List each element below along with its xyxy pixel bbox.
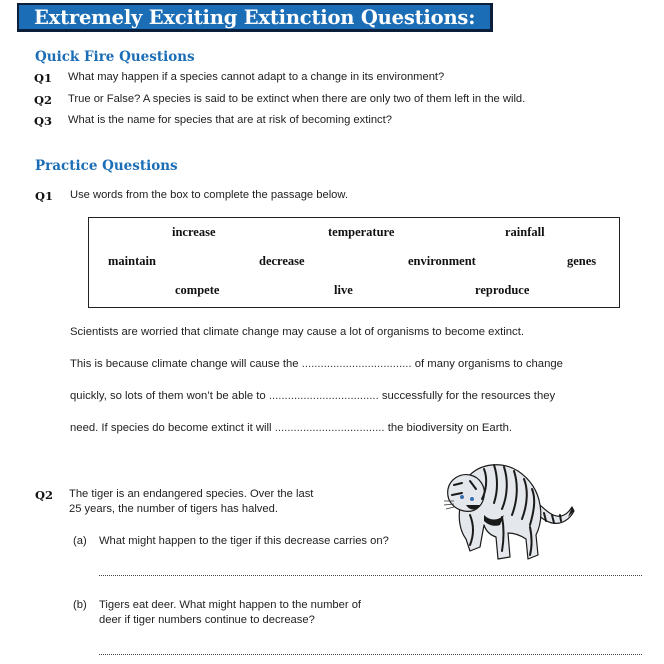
passage-line-3 xyxy=(70,390,555,402)
quick-fire-heading: Quick Fire Questions xyxy=(35,49,195,65)
quick-fire-q1-number: Q1 xyxy=(34,71,53,85)
quick-fire-q3-text: What is the name for species that are at risk of becoming extinct? xyxy=(68,114,392,126)
word-option: rainfall xyxy=(505,225,545,239)
practice-q2-intro-line-1: The tiger is an endangered species. Over the last xyxy=(69,488,314,500)
passage-text: quickly, so lots of them won’t be able to xyxy=(70,390,266,402)
quick-fire-q1-text: What may happen if a species cannot adapt to a change in its environment? xyxy=(68,71,445,83)
tiger-illustration xyxy=(440,455,580,565)
word-option: compete xyxy=(175,283,220,297)
passage-text: Scientists are worried that climate change may cause a lot of organisms to become extinct. xyxy=(70,326,524,338)
practice-q1-instruction: Use words from the box to complete the passage below. xyxy=(70,189,348,201)
quick-fire-q3-number: Q3 xyxy=(34,114,53,128)
worksheet-header xyxy=(17,3,493,32)
practice-q1-number: Q1 xyxy=(35,189,54,203)
quick-fire-q2-text: True or False? A species is said to be extinct when there are only two of them left in the wild. xyxy=(68,93,526,105)
passage-text: need. If species do become extinct it will xyxy=(70,422,272,434)
word-option: environment xyxy=(408,254,476,268)
word-box xyxy=(88,217,620,308)
passage-line-2 xyxy=(70,358,563,370)
word-option: decrease xyxy=(259,254,305,268)
quick-fire-q2-number: Q2 xyxy=(34,93,53,107)
practice-heading: Practice Questions xyxy=(35,158,178,174)
part-b-question-line-2: deer if tiger numbers continue to decrease? xyxy=(99,614,315,626)
word-option: temperature xyxy=(328,225,395,239)
passage-text: the biodiversity on Earth. xyxy=(387,422,513,434)
word-option: increase xyxy=(172,225,216,239)
word-option: genes xyxy=(567,254,597,268)
part-a-answer-line[interactable] xyxy=(99,575,642,576)
worksheet-title: Extremely Exciting Extinction Questions: xyxy=(34,6,476,29)
part-b-answer-line[interactable] xyxy=(99,654,642,655)
part-b-label: (b) xyxy=(73,599,87,611)
blank-field-1[interactable]: ................................... xyxy=(301,358,412,370)
blank-field-2[interactable]: ................................... xyxy=(268,390,379,402)
passage-text: successfully for the resources they xyxy=(381,390,556,402)
word-option: maintain xyxy=(108,254,156,268)
part-b-question-line-1: Tigers eat deer. What might happen to the number of xyxy=(99,599,362,611)
part-a-question: What might happen to the tiger if this decrease carries on? xyxy=(99,535,389,547)
passage-line-4 xyxy=(70,422,512,434)
passage-text: of many organisms to change xyxy=(414,358,563,370)
word-option: live xyxy=(334,283,353,297)
part-a-label: (a) xyxy=(73,535,87,547)
tiger-body-icon xyxy=(448,465,574,559)
blank-field-3[interactable]: ................................... xyxy=(274,422,385,434)
word-option: reproduce xyxy=(475,283,530,297)
passage-text: This is because climate change will cause the xyxy=(70,358,299,370)
practice-q2-number: Q2 xyxy=(35,488,54,502)
practice-q2-intro-line-2: 25 years, the number of tigers has halved. xyxy=(69,503,278,515)
passage-line-1 xyxy=(70,326,524,338)
